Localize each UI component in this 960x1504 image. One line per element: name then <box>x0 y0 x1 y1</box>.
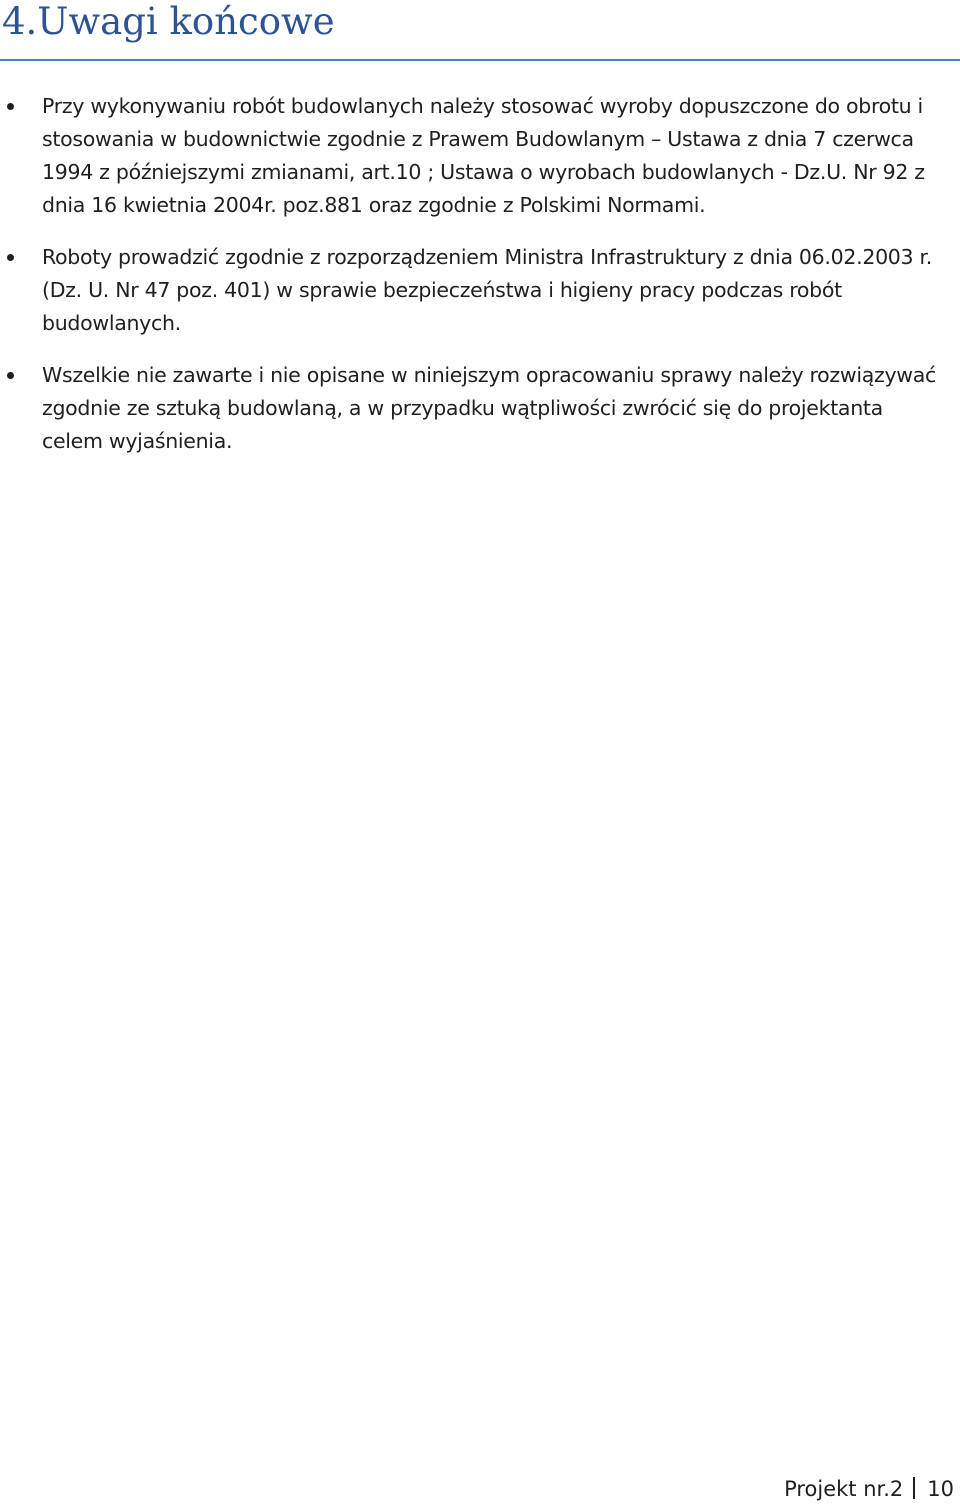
remarks-list <box>0 90 960 458</box>
list-item <box>0 241 960 340</box>
section-heading: 4.Uwagi końcowe <box>2 0 335 43</box>
page-number: 10 <box>927 1477 954 1501</box>
list-item-text: Przy wykonywaniu robót budowlanych należy stosować wyroby dopuszczone do obrotu i stosowania w budownictwie zgodnie z Prawem Budowlanym – Ustawa z dnia 7 czerwca 1994 z późniejszymi zmianami, art.10 ; Ustawa o wyrobach budowlanych - Dz.U. Nr 92 z dnia 16 kwietnia 2004r. poz.881 oraz zgodnie z Polskimi Normami. <box>42 94 925 217</box>
list-item <box>0 359 960 458</box>
footer-separator <box>913 1477 915 1499</box>
bullet-icon <box>7 254 14 261</box>
bullet-icon <box>7 372 14 379</box>
list-item-text: Roboty prowadzić zgodnie z rozporządzeniem Ministra Infrastruktury z dnia 06.02.2003 r. (Dz. U. Nr 47 poz. 401) w sprawie bezpieczeństwa i higieny pracy podczas robót budowlanych. <box>42 245 932 335</box>
bullet-icon <box>7 103 14 110</box>
heading-underline <box>0 59 960 61</box>
list-item <box>0 90 960 222</box>
project-label: Projekt nr.2 <box>784 1477 904 1501</box>
list-item-text: Wszelkie nie zawarte i nie opisane w niniejszym opracowaniu sprawy należy rozwiązywać zgodnie ze sztuką budowlaną, a w przypadku wątpliwości zwrócić się do projektanta celem wyjaśnienia. <box>42 363 936 453</box>
page-footer <box>784 1474 954 1504</box>
